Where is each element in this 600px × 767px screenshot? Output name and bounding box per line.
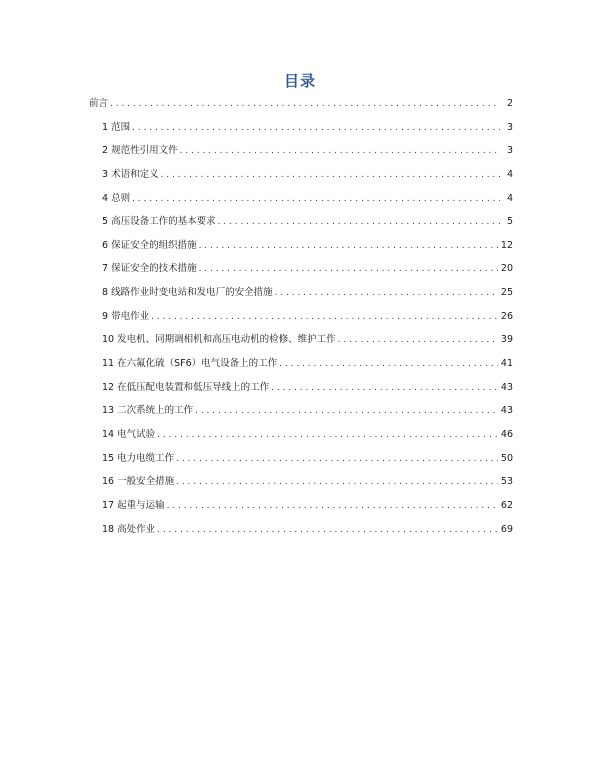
toc-entry[interactable] bbox=[89, 404, 513, 428]
toc-entry-page-number: 62 bbox=[500, 499, 513, 511]
toc-entry-page-number: 25 bbox=[500, 287, 513, 299]
toc-entry[interactable] bbox=[89, 286, 513, 310]
toc-entry[interactable] bbox=[89, 452, 513, 476]
toc-dot-leader bbox=[157, 428, 498, 442]
toc-entry[interactable] bbox=[89, 428, 513, 452]
toc-entry[interactable] bbox=[89, 262, 513, 286]
toc-entry-page-number: 46 bbox=[500, 428, 513, 440]
toc-entry-page-number: 3 bbox=[506, 145, 513, 157]
toc-dot-leader bbox=[151, 310, 498, 324]
toc-list bbox=[89, 97, 513, 546]
toc-entry-label: 12 在低压配电装置和低压导线上的工作 bbox=[102, 381, 270, 393]
toc-entry[interactable] bbox=[89, 97, 513, 121]
toc-entry-label: 16 一般安全措施 bbox=[102, 476, 175, 488]
toc-entry[interactable] bbox=[89, 168, 513, 192]
toc-entry[interactable] bbox=[89, 333, 513, 357]
toc-entry-label: 17 起重与运输 bbox=[102, 499, 165, 511]
toc-dot-leader bbox=[161, 168, 500, 182]
toc-dot-leader bbox=[275, 286, 498, 300]
toc-entry-label: 8 线路作业时变电站和发电厂的安全措施 bbox=[102, 287, 273, 299]
toc-entry-label: 1 范围 bbox=[102, 121, 131, 133]
toc-entry[interactable] bbox=[89, 475, 513, 499]
toc-entry-page-number: 50 bbox=[500, 452, 513, 464]
toc-entry-label: 15 电力电缆工作 bbox=[102, 452, 175, 464]
toc-dot-leader bbox=[180, 144, 500, 158]
toc-entry[interactable] bbox=[89, 499, 513, 523]
toc-entry[interactable] bbox=[89, 144, 513, 168]
toc-entry-page-number: 53 bbox=[500, 476, 513, 488]
toc-entry-label: 7 保证安全的技术措施 bbox=[102, 263, 197, 275]
toc-dot-leader bbox=[195, 404, 498, 418]
toc-entry-page-number: 2 bbox=[506, 98, 513, 109]
toc-entry-page-number: 26 bbox=[500, 310, 513, 322]
toc-entry-page-number: 43 bbox=[500, 405, 513, 417]
toc-entry[interactable] bbox=[89, 192, 513, 216]
toc-entry[interactable] bbox=[89, 381, 513, 405]
toc-entry-page-number: 4 bbox=[506, 168, 513, 180]
toc-entry[interactable] bbox=[89, 121, 513, 145]
toc-entry-page-number: 20 bbox=[500, 263, 513, 275]
toc-dot-leader bbox=[271, 381, 498, 395]
toc-entry-label: 11 在六氟化硫（SF6）电气设备上的工作 bbox=[102, 358, 278, 370]
toc-title: 目录 bbox=[283, 72, 316, 90]
toc-entry-page-number: 41 bbox=[500, 358, 513, 370]
toc-entry[interactable] bbox=[89, 215, 513, 239]
toc-entry-label: 13 二次系统上的工作 bbox=[102, 405, 194, 417]
toc-entry-page-number: 3 bbox=[506, 121, 513, 133]
toc-dot-leader bbox=[176, 475, 498, 489]
toc-dot-leader bbox=[110, 97, 500, 111]
toc-dot-leader bbox=[199, 262, 498, 276]
toc-dot-leader bbox=[132, 121, 500, 135]
toc-dot-leader bbox=[157, 523, 498, 537]
toc-dot-leader bbox=[176, 452, 498, 466]
toc-entry-label: 6 保证安全的组织措施 bbox=[102, 239, 197, 251]
toc-entry-page-number: 4 bbox=[506, 192, 513, 204]
toc-dot-leader bbox=[167, 499, 498, 513]
toc-entry-label: 3 术语和定义 bbox=[102, 168, 159, 180]
toc-dot-leader bbox=[199, 239, 498, 253]
toc-entry[interactable] bbox=[89, 357, 513, 381]
toc-dot-leader bbox=[132, 192, 500, 206]
toc-entry-label: 10 发电机、同期调相机和高压电动机的检修、维护工作 bbox=[102, 334, 336, 346]
toc-entry-label: 2 规范性引用文件 bbox=[102, 145, 178, 157]
toc-entry-page-number: 12 bbox=[500, 239, 513, 251]
toc-entry-page-number: 39 bbox=[500, 334, 513, 346]
toc-entry-label: 14 电气试验 bbox=[102, 428, 156, 440]
toc-entry-label: 9 带电作业 bbox=[102, 310, 150, 322]
toc-entry-page-number: 69 bbox=[500, 523, 513, 535]
toc-entry[interactable] bbox=[89, 523, 513, 547]
toc-dot-leader bbox=[218, 215, 500, 229]
toc-entry[interactable] bbox=[89, 239, 513, 263]
toc-entry[interactable] bbox=[89, 310, 513, 334]
toc-entry-page-number: 5 bbox=[506, 216, 513, 228]
toc-entry-page-number: 43 bbox=[500, 381, 513, 393]
toc-entry-label: 18 高处作业 bbox=[102, 523, 156, 535]
toc-entry-label: 5 高压设备工作的基本要求 bbox=[102, 216, 216, 228]
toc-dot-leader bbox=[279, 357, 498, 371]
toc-dot-leader bbox=[338, 333, 498, 347]
toc-entry-label: 前言 bbox=[89, 98, 109, 109]
toc-entry-label: 4 总则 bbox=[102, 192, 131, 204]
